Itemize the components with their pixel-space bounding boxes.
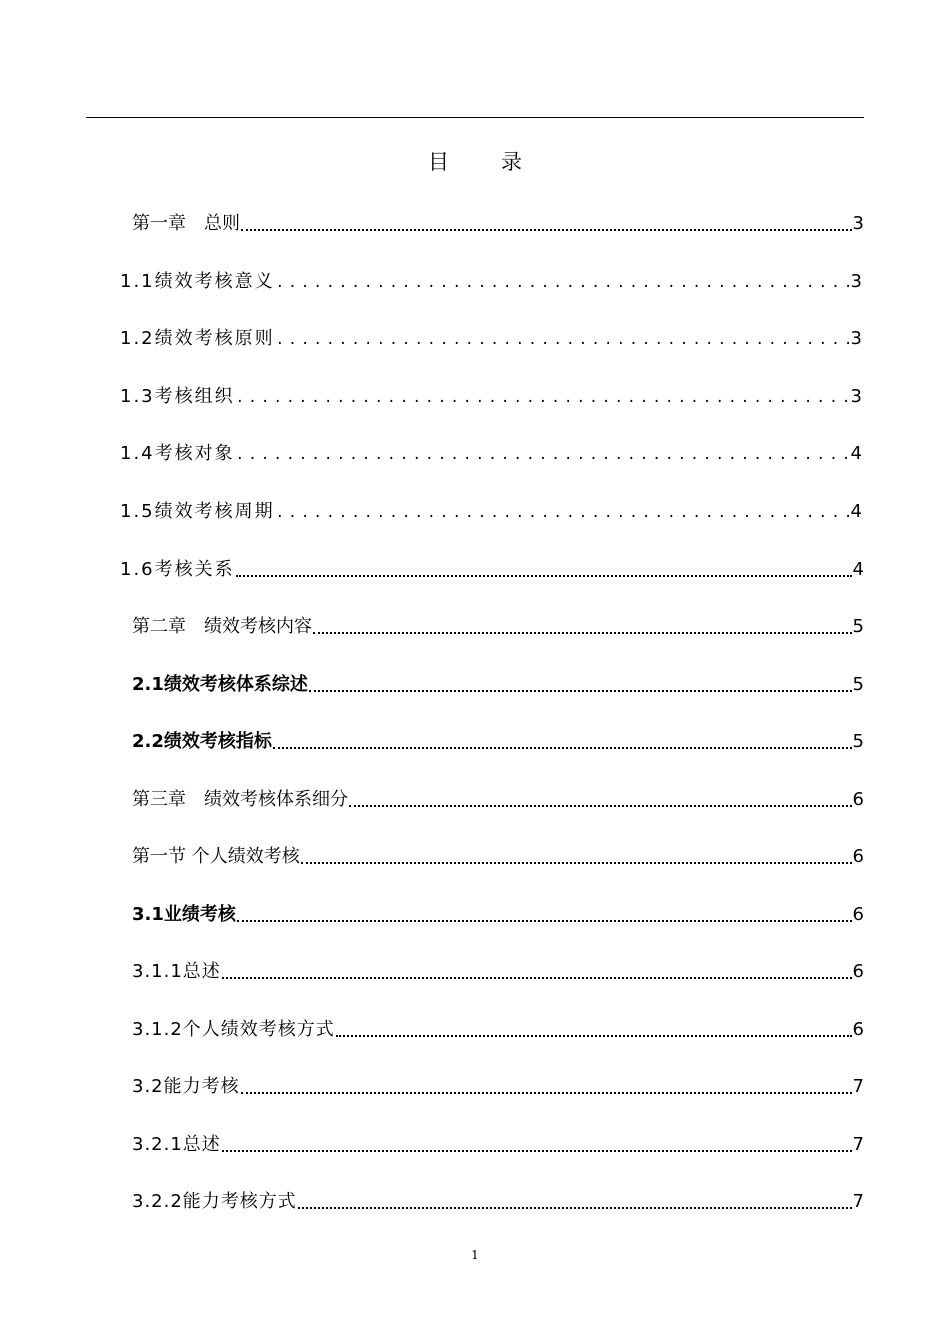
toc-entry[interactable] — [120, 269, 864, 295]
toc-entry-page: 7 — [852, 1191, 864, 1212]
toc-entry[interactable] — [132, 1189, 864, 1215]
dot-leader — [313, 632, 852, 634]
toc-title-char: 录 — [501, 150, 522, 174]
toc-entry-page: 6 — [852, 961, 864, 982]
toc-entry-page: 3 — [850, 271, 864, 292]
toc-entry[interactable] — [132, 902, 864, 928]
toc-entry[interactable] — [120, 326, 864, 352]
toc-entry-page: 3 — [850, 386, 864, 407]
toc-entry-label: 1.2绩效考核原则 — [120, 328, 275, 349]
toc-entry[interactable] — [132, 959, 864, 985]
toc-entry-label: 3.1业绩考核 — [132, 904, 236, 925]
dot-leader — [241, 229, 852, 231]
dot-leader — [236, 575, 852, 577]
toc-title-char: 目 — [428, 150, 449, 174]
dot-leader — [301, 862, 852, 864]
dot-leader — [309, 690, 852, 692]
toc-entry-label: 1.4考核对象 — [120, 443, 235, 464]
dot-leader — [276, 500, 850, 526]
toc-entry[interactable] — [120, 499, 864, 525]
toc-entry-label: 第一节 个人绩效考核 — [132, 846, 300, 867]
toc-entry-label: 2.2绩效考核指标 — [132, 731, 272, 752]
toc-entry[interactable] — [120, 384, 864, 410]
toc-entry-page: 7 — [852, 1076, 864, 1097]
toc-entry-label: 2.1绩效考核体系综述 — [132, 674, 308, 695]
toc-entry-label: 1.6考核关系 — [120, 559, 235, 580]
toc-entry-page: 5 — [852, 731, 864, 752]
toc-entry[interactable] — [132, 614, 864, 640]
toc-entry-label: 3.2.1总述 — [132, 1134, 221, 1155]
page-number: 1 — [471, 1248, 479, 1262]
toc-entry-label: 第三章 绩效考核体系细分 — [132, 789, 348, 810]
dot-leader — [349, 805, 852, 807]
toc-entry-label: 第二章 绩效考核内容 — [132, 616, 312, 637]
toc-entry[interactable] — [120, 441, 864, 467]
toc-entry[interactable] — [132, 211, 864, 237]
dot-leader — [237, 920, 852, 922]
toc-entry-label: 3.2.2能力考核方式 — [132, 1191, 297, 1212]
toc-entry-page: 7 — [852, 1134, 864, 1155]
toc-entry-label: 3.1.1总述 — [132, 961, 221, 982]
dot-leader — [298, 1207, 852, 1209]
toc-entry-page: 6 — [852, 846, 864, 867]
toc-entry-page: 6 — [852, 1019, 864, 1040]
toc-entry-page: 3 — [852, 213, 864, 234]
toc-entry[interactable] — [132, 787, 864, 813]
dot-leader — [222, 977, 852, 979]
toc-entry[interactable] — [132, 844, 864, 870]
dot-leader — [273, 747, 852, 749]
toc-entry[interactable] — [132, 1132, 864, 1158]
toc-entry[interactable] — [132, 729, 864, 755]
toc-entry-label: 1.5绩效考核周期 — [120, 501, 275, 522]
dot-leader — [236, 385, 850, 411]
toc-entry[interactable] — [120, 557, 864, 583]
dot-leader — [241, 1092, 852, 1094]
dot-leader — [276, 327, 850, 353]
dot-leader — [336, 1035, 852, 1037]
toc-entry-page: 6 — [852, 904, 864, 925]
toc-entry-page: 5 — [852, 616, 864, 637]
toc-entry-label: 3.2能力考核 — [132, 1076, 240, 1097]
toc-entry-page: 3 — [850, 328, 864, 349]
toc-entry-label: 3.1.2个人绩效考核方式 — [132, 1019, 335, 1040]
toc-entry-page: 4 — [850, 501, 864, 522]
dot-leader — [236, 442, 850, 468]
toc-entry[interactable] — [132, 1017, 864, 1043]
toc-entry-page: 4 — [850, 443, 864, 464]
toc-entry-page: 4 — [852, 559, 864, 580]
toc-entry[interactable] — [132, 672, 864, 698]
dot-leader — [222, 1150, 852, 1152]
toc-entry-label: 1.1绩效考核意义 — [120, 271, 275, 292]
dot-leader — [276, 270, 850, 296]
toc-entry-label: 1.3考核组织 — [120, 386, 235, 407]
toc-entry[interactable] — [132, 1074, 864, 1100]
toc-entry-label: 第一章 总则 — [132, 213, 240, 234]
toc-entry-page: 6 — [852, 789, 864, 810]
toc-entry-page: 5 — [852, 674, 864, 695]
